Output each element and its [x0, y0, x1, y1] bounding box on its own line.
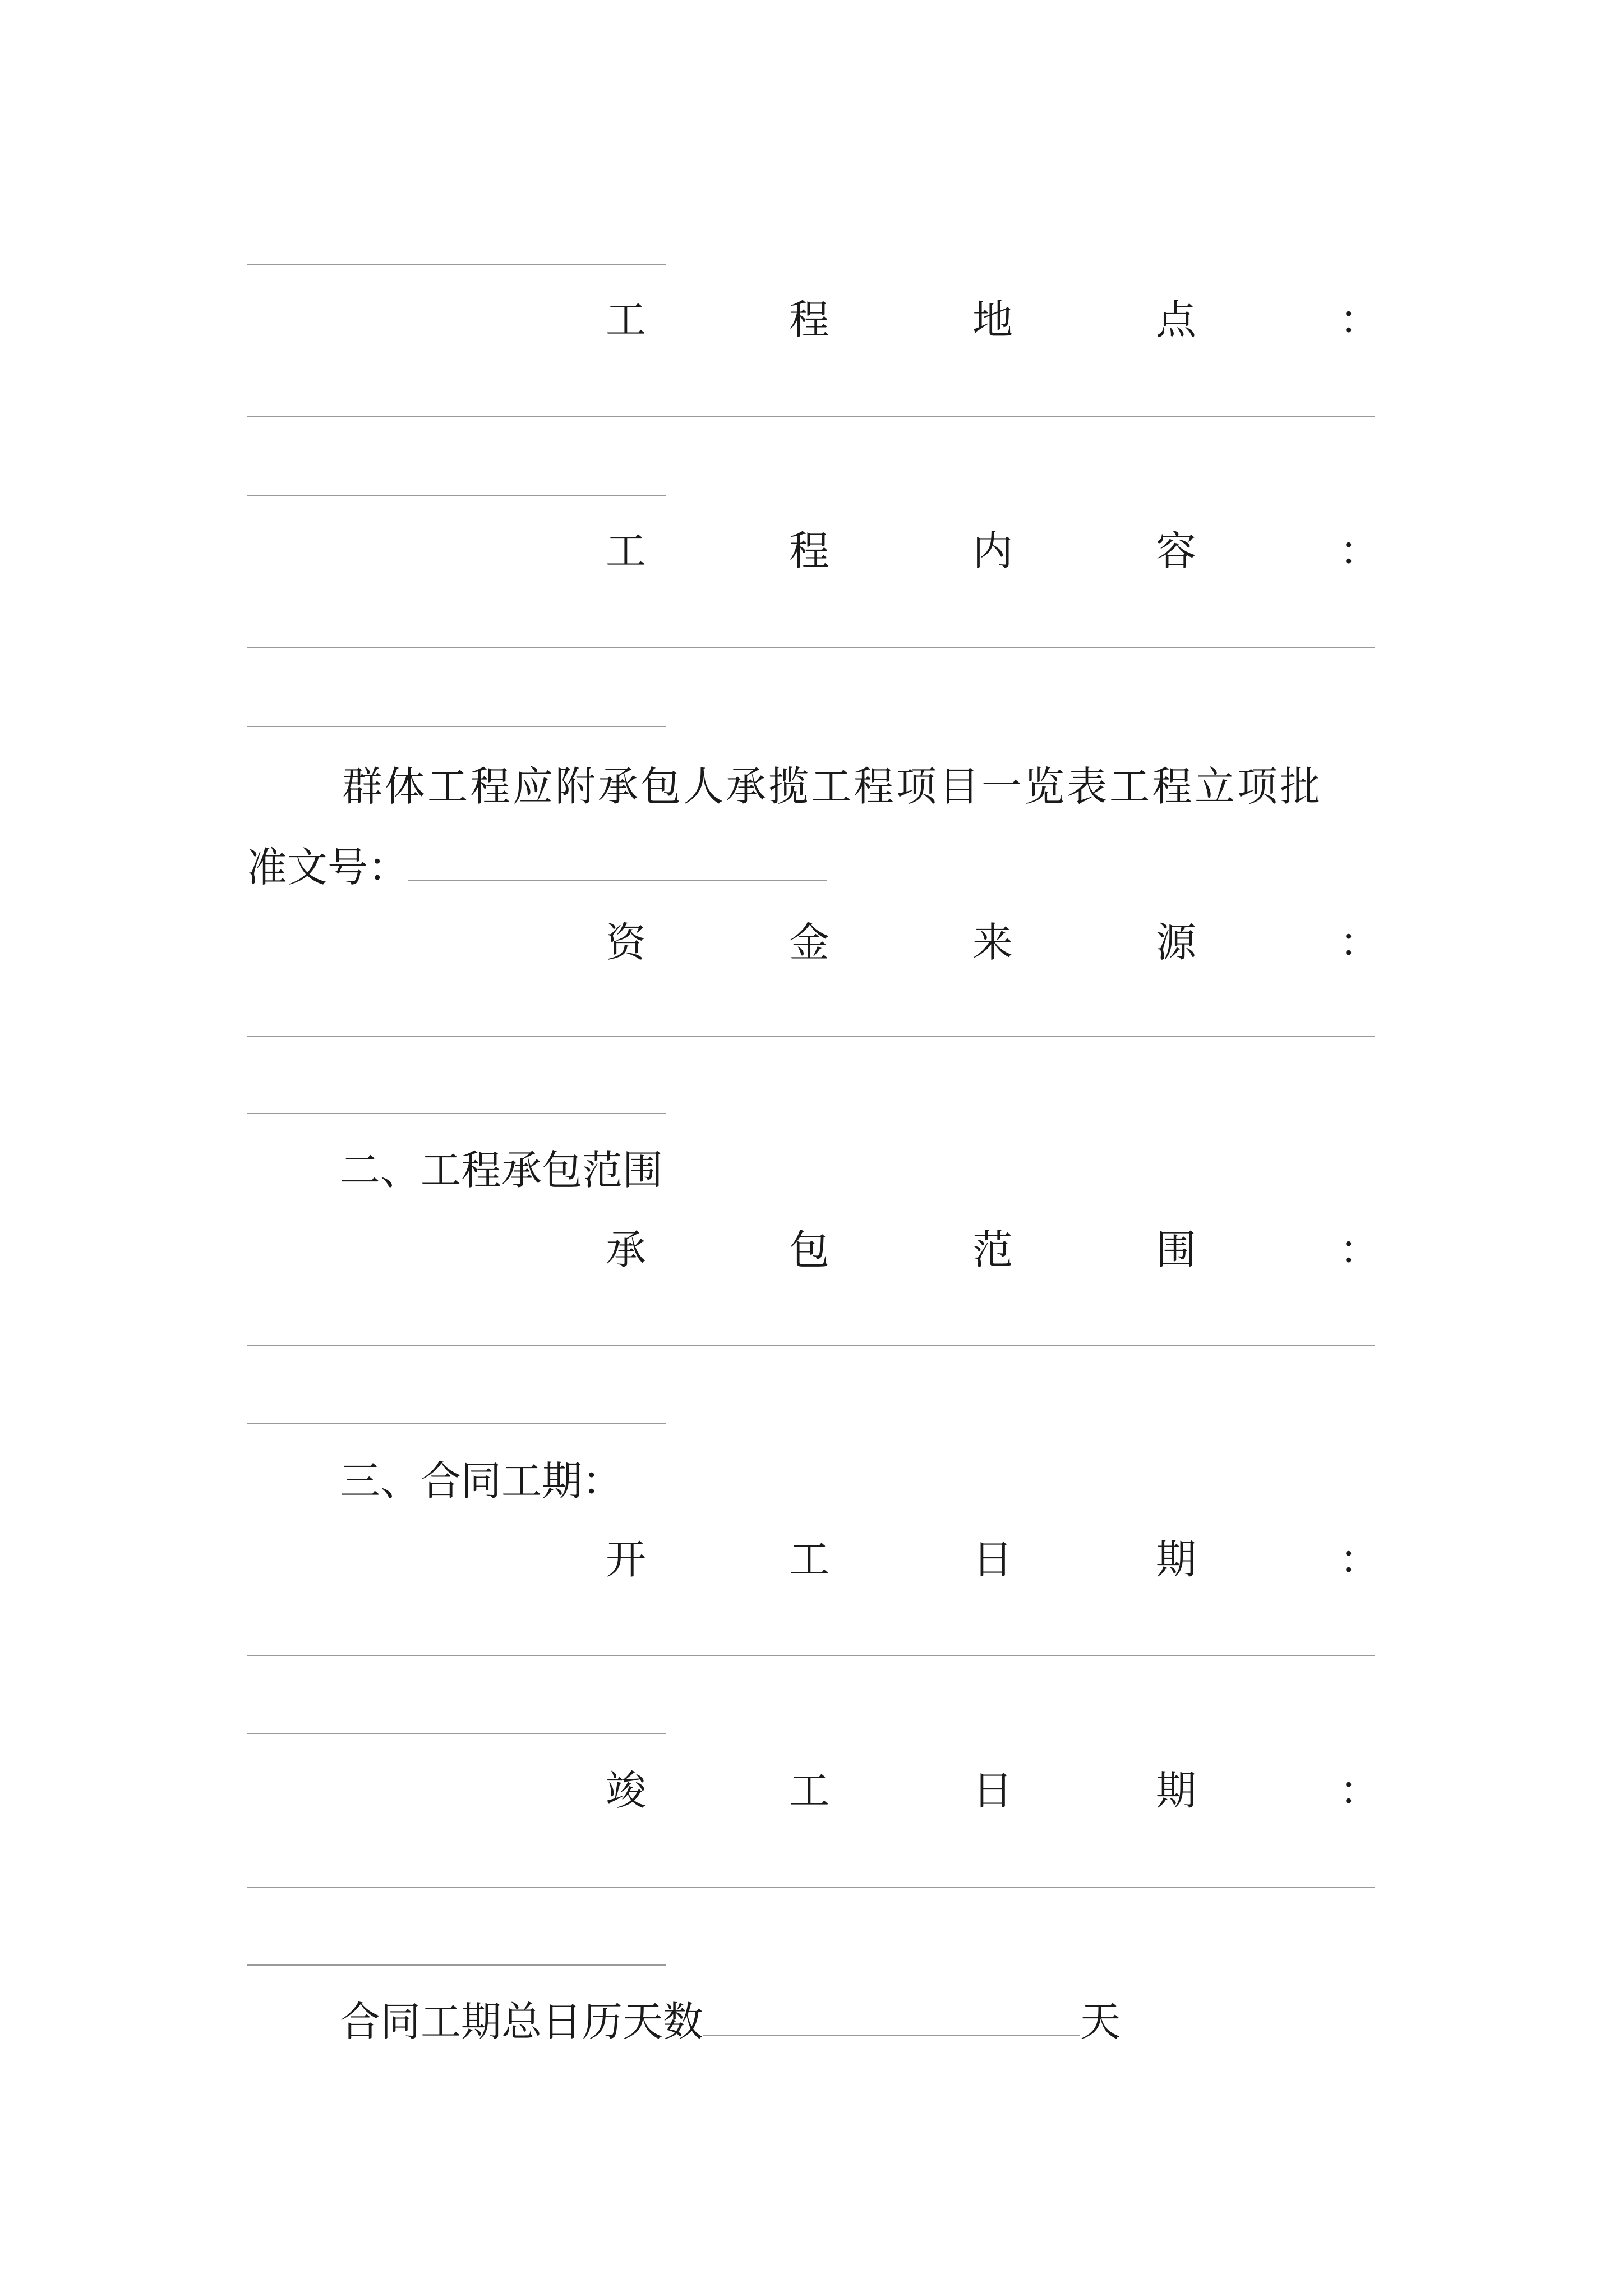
- blank-line: [247, 264, 666, 265]
- fund-source-blank[interactable]: [247, 1036, 1375, 1037]
- label-char: 围: [1155, 1226, 1196, 1273]
- scope-blank[interactable]: [247, 1345, 1375, 1346]
- label-char: 范: [972, 1226, 1013, 1273]
- completion-date-blank-cont[interactable]: [247, 1964, 666, 1966]
- scope-label: [606, 1222, 1380, 1278]
- label-char: 程: [789, 527, 829, 574]
- label-char: 期: [1155, 1536, 1196, 1583]
- total-days-unit: 天: [1080, 1998, 1121, 2045]
- total-days-label: 合同工期总日历天数: [340, 1998, 704, 2045]
- label-colon: ：: [1339, 919, 1380, 966]
- start-date-label: [606, 1531, 1380, 1588]
- total-days-row: [340, 1994, 1121, 2050]
- label-char: 包: [789, 1226, 829, 1273]
- project-location-label: [606, 292, 1380, 348]
- label-char: 点: [1155, 296, 1196, 343]
- label-char: 程: [789, 296, 829, 343]
- label-char: 日: [972, 1536, 1013, 1583]
- approval-number-row: [247, 839, 827, 895]
- label-colon: ：: [1339, 1226, 1380, 1273]
- label-char: 源: [1155, 919, 1196, 966]
- label-char: 资: [606, 919, 647, 966]
- project-content-blank[interactable]: [247, 647, 1375, 648]
- fund-source-blank-cont[interactable]: [247, 1113, 666, 1114]
- label-char: 工: [789, 1536, 829, 1583]
- label-char: 容: [1155, 527, 1196, 574]
- project-content-label: [606, 523, 1380, 579]
- label-char: 地: [972, 296, 1013, 343]
- completion-date-blank[interactable]: [247, 1887, 1375, 1888]
- label-colon: ：: [1339, 1536, 1380, 1583]
- fund-source-label: [606, 914, 1380, 970]
- label-char: 内: [972, 527, 1013, 574]
- label-char: 承: [606, 1226, 647, 1273]
- group-project-note: 群体工程应附承包人承揽工程项目一览表工程立项批: [342, 763, 1323, 810]
- start-date-blank-cont[interactable]: [247, 1733, 666, 1734]
- scope-blank-cont[interactable]: [247, 1423, 666, 1424]
- label-char: 工: [606, 527, 647, 574]
- start-date-blank[interactable]: [247, 1655, 1375, 1656]
- completion-date-label: [606, 1763, 1380, 1819]
- approval-number-label: 准文号：: [247, 844, 409, 891]
- label-char: 来: [972, 919, 1013, 966]
- label-char: 工: [789, 1767, 829, 1814]
- approval-number-blank[interactable]: [408, 846, 827, 881]
- section3-heading: 三、合同工期：: [340, 1457, 623, 1504]
- label-char: 开: [606, 1536, 647, 1583]
- project-location-blank[interactable]: [247, 416, 1375, 417]
- label-char: 日: [972, 1767, 1013, 1814]
- label-char: 金: [789, 919, 829, 966]
- label-colon: ：: [1339, 296, 1380, 343]
- label-colon: ：: [1339, 1767, 1380, 1814]
- project-content-blank-cont[interactable]: [247, 726, 666, 727]
- total-days-blank[interactable]: [703, 2001, 1080, 2036]
- label-char: 期: [1155, 1767, 1196, 1814]
- project-location-blank-cont[interactable]: [247, 495, 666, 496]
- label-char: 竣: [606, 1767, 647, 1814]
- section2-heading: 二、工程承包范围: [340, 1147, 663, 1194]
- label-colon: ：: [1339, 527, 1380, 574]
- label-char: 工: [606, 296, 647, 343]
